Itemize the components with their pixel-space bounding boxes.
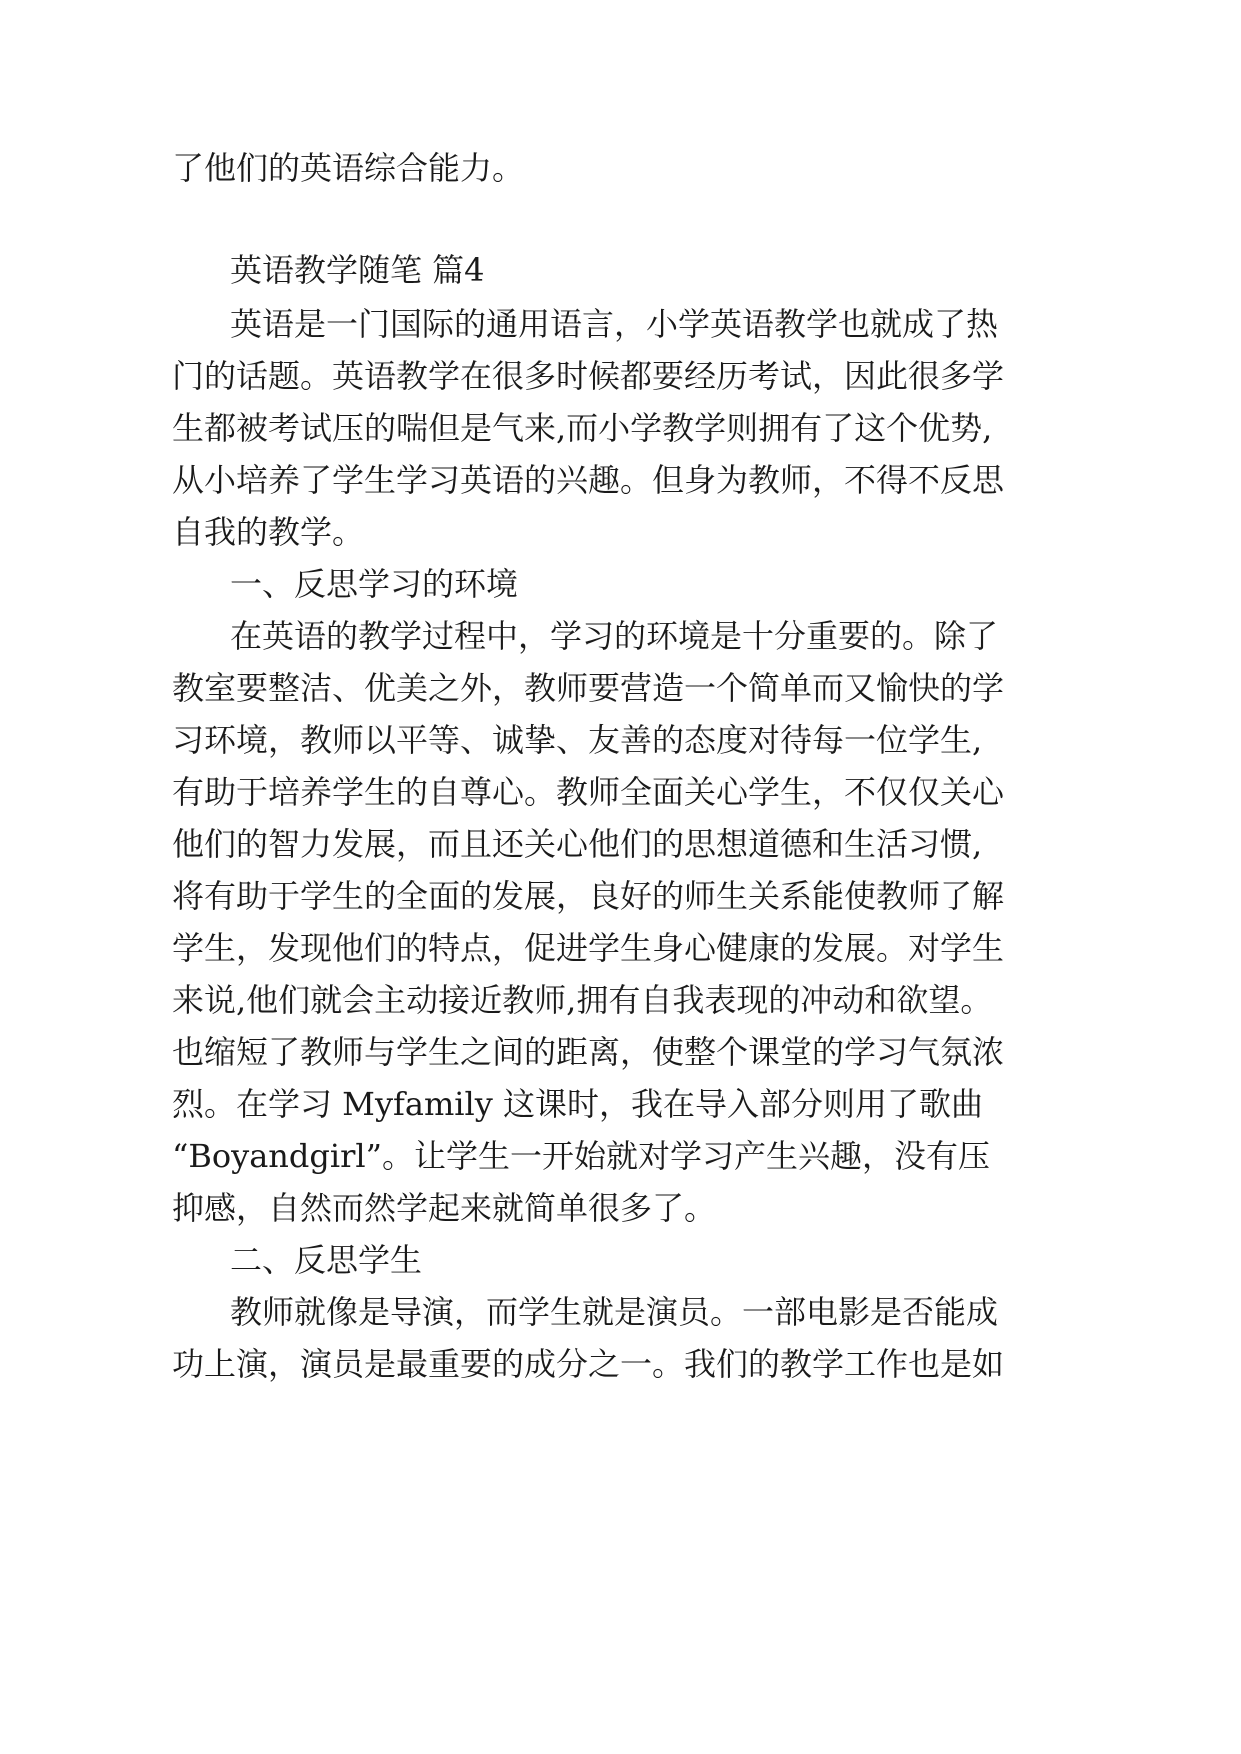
text-line (0, 1078, 1241, 1130)
line-text: 他们的智力发展，而且还关心他们的思想道德和生活习惯, (172, 825, 983, 863)
line-text: 功上演，演员是最重要的成分之一。我们的教学工作也是如 (172, 1345, 1005, 1383)
line-text: 在英语的教学过程中，学习的环境是十分重要的。除了 (230, 617, 999, 655)
line-text: 也缩短了教师与学生之间的距离，使整个课堂的学习气氛浓 (172, 1033, 1005, 1071)
text-line (0, 922, 1241, 974)
text-line (0, 714, 1241, 766)
text-line (0, 662, 1241, 714)
text-line (0, 818, 1241, 870)
line-text: 从小培养了学生学习英语的兴趣。但身为教师，不得不反思 (172, 461, 1005, 499)
subheading (0, 558, 1241, 610)
line-text: 有助于培养学生的自尊心。教师全面关心学生，不仅仅关心 (172, 773, 1005, 811)
text-line (0, 766, 1241, 818)
line-text: 将有助于学生的全面的发展，良好的师生关系能使教师了解 (172, 877, 1005, 915)
line-text: 了他们的英语综合能力。 (172, 149, 525, 187)
text-line (0, 1286, 1241, 1338)
text-line (0, 870, 1241, 922)
line-text: 烈。在学习 Myfamily 这课时，我在导入部分则用了歌曲 (172, 1085, 984, 1123)
section-heading-text: 英语教学随笔 篇4 (230, 251, 485, 289)
line-text: 自我的教学。 (172, 513, 365, 551)
line-text: “Boyandgirl”。让学生一开始就对学习产生兴趣，没有压 (172, 1137, 991, 1175)
text-line (0, 454, 1241, 506)
text-line (0, 974, 1241, 1026)
text-line (0, 1026, 1241, 1078)
text-line (0, 298, 1241, 350)
line-text: 生都被考试压的喘但是气来,而小学教学则拥有了这个优势, (172, 409, 993, 447)
subheading-text: 二、反思学生 (230, 1241, 423, 1279)
text-line (0, 142, 1241, 194)
line-text: 英语是一门国际的通用语言，小学英语教学也就成了热 (230, 305, 999, 343)
line-text: 习环境，教师以平等、诚挚、友善的态度对待每一位学生, (172, 721, 983, 759)
line-text: 抑感，自然而然学起来就简单很多了。 (172, 1189, 717, 1227)
line-text: 教师就像是导演，而学生就是演员。一部电影是否能成 (230, 1293, 999, 1331)
subheading (0, 1234, 1241, 1286)
line-text: 学生，发现他们的特点，促进学生身心健康的发展。对学生 (172, 929, 1005, 967)
text-line (0, 350, 1241, 402)
subheading-text: 一、反思学习的环境 (230, 565, 519, 603)
section-heading (0, 244, 1241, 296)
text-line (0, 506, 1241, 558)
line-text: 教室要整洁、优美之外，教师要营造一个简单而又愉快的学 (172, 669, 1005, 707)
text-line (0, 1338, 1241, 1390)
line-text: 门的话题。英语教学在很多时候都要经历考试，因此很多学 (172, 357, 1005, 395)
text-line (0, 610, 1241, 662)
text-line (0, 402, 1241, 454)
text-line (0, 1130, 1241, 1182)
text-line (0, 1182, 1241, 1234)
line-text: 来说,他们就会主动接近教师,拥有自我表现的冲动和欲望。 (172, 981, 993, 1019)
